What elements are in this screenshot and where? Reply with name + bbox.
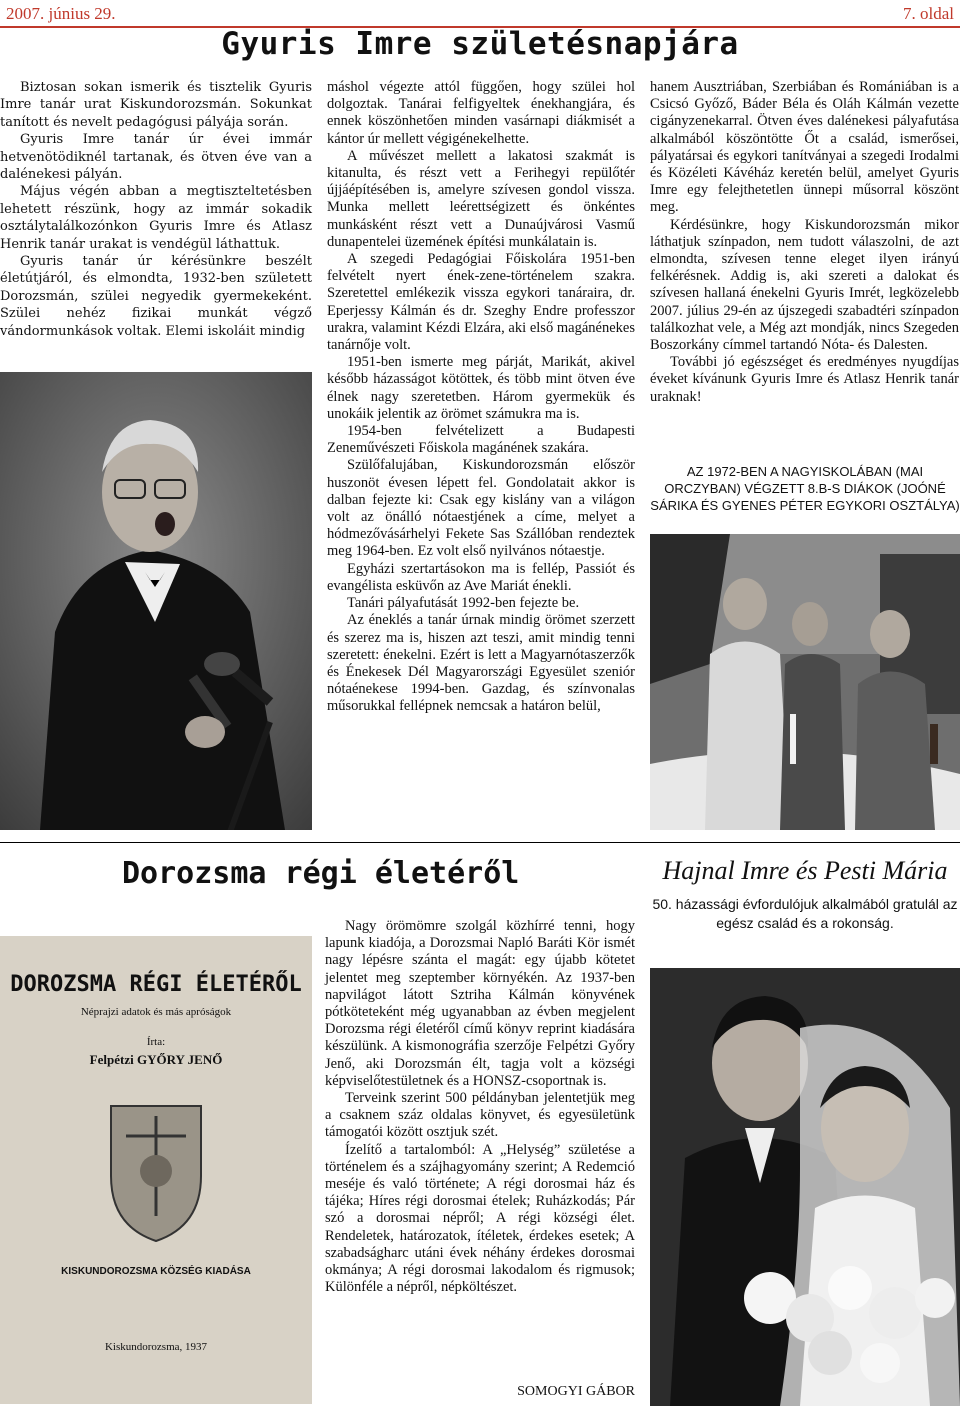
paragraph: Egyházi szertartásokon ma is fellép, Passiót és evangélista esküvőn az Ave Mariát énekli. [327,560,635,594]
article-column-3 [650,79,959,406]
book-cover-publisher: KISKUNDOROZSMA KÖZSÉG KIADÁSA [61,1266,251,1277]
paragraph: A művészet mellett a lakatosi szakmát is kitanulta, és részt vett a Ferihegyi repülőtér újjáépítésében is, amelyre szívesen gondol vissza. Munka mellett leérettségizett és önkéntes munkásként részt vett a Dunaújvárosi Vasmű dunapentelei üzemének építési munkálatain is. [327,147,635,250]
article-column-2 [327,79,635,716]
paragraph: Biztosan sokan ismerik és tisztelik Gyuris Imre tanár urat Kiskundorozsmán. Sokunkat tanított és nevelt pedagógusi pályája során. [0,80,312,130]
paragraph: Az éneklés a tanár úrnak mindig örömet szerzett és szerez ma is, hiszen azt teszi, amit mindig tenni szeretett: énekelni. Ezért is lett a Magyarnótaszerzők és Énekesek Dél Magyarországi Egyesület szeniór nótaénekese 1994-ben. Gazdag, és színvonalas műsorukkal fellépnek nemcsak a határon belül, [327,612,635,715]
article-column-1 [0,79,312,340]
book-cover-author: Felpétzi GYŐRY JENŐ [89,1052,223,1067]
singer-photo [0,372,312,830]
paragraph: Nagy örömömre szolgál közhírré tenni, hogy lapunk kiadója, a Dorozsmai Napló Baráti Kör ismét nagy lépésre szánta el magát: egy újabb kötetet jelentet meg szeptember környékén. Az 1937-ben napvilágot látott Sztriha Kálmán könyvének pótköteteként még ugyanabban az évben megjelent Dorozsma régi életéről című könyv reprint kiadására készülünk. A kismonográfia szerzője Felpétzi Győry Jenő, aki Dorozsmán élt, tagja volt a községi képviselőtestületnek és a HONSZ-csoportnak is. [325,918,635,1089]
paragraph: hanem Ausztriában, Szerbiában és Romániában is a Csicsó Győző, Báder Béla és Oláh Kálmán vezette cigányzenekarral. Ötven éves dalénekesi pályafutása alkalmából köszöntötte Őt a család, ismerősei, pályatársai és egykori tanítványai a szegedi Irodalmi és Közéleti Kávéház keretén belül, amelyet Gyuris Imre egy felejthetetlen ünnepi műsorral köszönt meg. [650,79,959,216]
page-number: 7. oldal [903,4,954,23]
paragraph: Szülőfalujában, Kiskundorozsmán először huszonöt évesen lépett fel. Gondolatait akkor is dalban fejezte ki: Csak egy kislány van a világon volt az önálló nótaestjének a címe, melyet a hódmezővásárhelyi Fekete Sas Szállóban rendeztek meg 1964-ben. Ez volt első nyilvános nótaestje. [327,457,635,560]
issue-date: 2007. június 29. [6,4,116,23]
paragraph: Május végén abban a megtiszteltetésben lehetett részünk, hogy az immár sokadik osztálytalálkozónkon Gyuris Imre és Atlasz Henrik tanár urakat is vendégül láthattuk. [0,184,312,252]
paragraph: Tanári pályafutását 1992-ben fejezte be. [347,595,580,612]
book-cover-photo [0,936,312,1404]
book-cover-subtitle: Néprajzi adatok és más apróságok [80,1006,232,1018]
paragraph: 1954-ben felvételizett a Budapesti Zeneművészeti Főiskola magánének szakára. [327,423,635,457]
photo-caption: AZ 1972-BEN A NAGYISKOLÁBAN (MAI ORCZYBAN) VÉGZETT 8.B-S DIÁKOK (JOÓNÉ SÁRIKA ÉS GYENES PÉTER EGYKORI OSZTÁLYA) [650,464,960,513]
article-title: Dorozsma régi életéről [122,856,520,891]
paragraph: További jó egészséget és eredményes nyugdíjas éveket kívánunk Gyuris Imre és Atlasz Henrik tanár uraknak! [650,354,959,405]
anniversary-text: 50. házassági évfordulójuk alkalmából gratulál az egész család és a rokonság. [652,896,958,931]
section-divider [0,842,960,843]
book-cover-place: Kiskundorozsma, 1937 [104,1341,208,1353]
paragraph: Gyuris tanár úr kérésünkre beszélt életútjáról, és elmondta, 1932-ben született Dorozsmán, szülei negyedik gyermekeként. Szülei nehéz fizikai munkát végző vándormunkások voltak. Elemi iskoláit mindig [0,254,312,339]
book-cover-irta: Írta: [146,1036,166,1048]
paragraph: Gyuris Imre tanár úr évei immár hetvenötödiknél tartanak, és ötven éve van a dalénekesi pályán. [0,132,312,183]
anniversary-title: Hajnal Imre és Pesti Mária [662,856,948,885]
wedding-couple-photo [650,968,960,1406]
paragraph: 1951-ben ismerte meg párját, Marikát, akivel később házasságot kötöttek, és több mint ötven éve élnek nagy szeretetben. Három gyermekük és unokáik jelentik az örömet számukra ma is. [327,354,635,422]
paragraph: Terveink szerint 500 példányban jelentetjük meg a csaknem száz oldalas könyvet, és egyesületünk támogatói között osztjuk szét. [325,1090,635,1141]
book-cover-title: DOROZSMA RÉGI ÉLETÉRŐL [10,972,302,997]
article-title: Gyuris Imre születésnapjára [221,26,739,62]
class-reunion-photo [650,534,960,830]
coat-of-arms-icon [96,1096,216,1246]
book-article-column [325,918,635,1296]
paragraph: Ízelítő a tartalomból: A „Helység” születése a történelem és a szájhagyomány szerint; A Redemció meséje és való története; A régi dorosmai ház és tájéka; Híres régi dorosmai ételek; Ruházkodás; Pár szó a dorosmai népről; A régi községi élet. Rendeletek, határozatok, ítéletek, érdekes esetek; A szabadságharc utáni évek néhány érdekes dorosmai okmánya; A régi dorosmai lakodalom és rigmusok; Különféle a népről, népköltészet. [325,1141,635,1296]
paragraph: Kérdésünkre, hogy Kiskundorozsmán mikor láthatjuk színpadon, nem tudott válaszolni, de azt elmondta, szívesen tenne eleget ilyen irányú felkérésnek. Addig is, aki szereti a dalokat és szívesen hallaná énekelni Gyuris Imrét, legközelebb 2007. július 29-én az újszegedi szabadtéri színpadon találkozhat vele, a Még azt mondják, nincs Szegeden Boszorkány címmel tartandó Nóta- és Dalesten. [650,216,959,354]
author-signature: SOMOGYI GÁBOR [517,1384,635,1399]
paragraph: máshol végezte attól függően, hogy szülei hol dolgoztak. Tanárai felfigyeltek énekhangjára, és ennek köszönhetően minden vasárnapi diákmisét a kántor úr mellett végigénekelhette. [327,79,635,147]
paragraph: A szegedi Pedagógiai Főiskolára 1951-ben felvételt nyert ének-zene-történelem szakra. Szeretettel emlékezik vissza egykori tanáraira, dr. Eperjessy Kálmán és dr. Szeghy Endre professzor urakra, valamint Kézdi Elzára, aki első magánénekes tanárnője volt. [327,251,635,354]
